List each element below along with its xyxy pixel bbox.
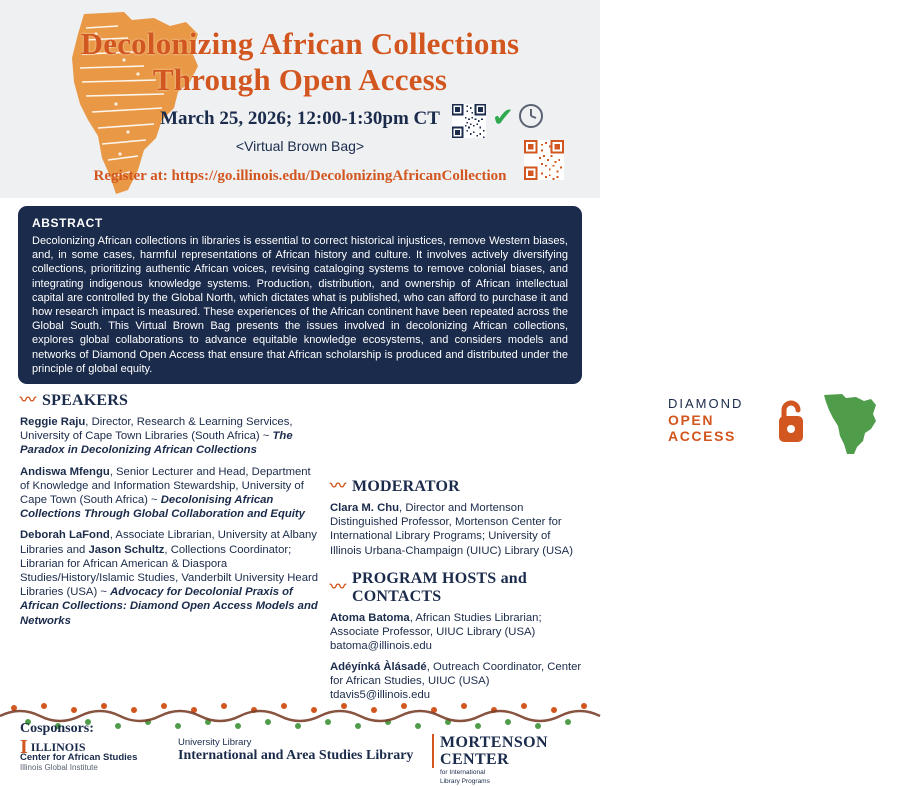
moderator-details: , Director and Mortenson Distinguished Professor, Mortenson Center for International Library Programs; University of Illinois Urbana-Champaign (UIUC) Library (USA) [330,502,573,557]
university-library-label: University Library [178,737,252,748]
contact-details: , African Studies Librarian; Associate Professor, UIUC Library (USA) [330,612,542,639]
contact-name: Adéyínká Àlásadé [330,660,427,673]
qr-code-secondary-icon[interactable] [524,140,564,180]
contact-details: , Outreach Coordinator, Center for African Studies, UIUC (USA) [330,660,582,687]
poster-footer [0,721,600,785]
speaker-role: , Director, Research & Learning Services, University of Cape Town Libraries (South Africa) ~ [20,416,293,443]
registration-link[interactable]: Register at: https://go.illinois.edu/DecolonizingAfricanCollection [93,168,507,184]
moderator-heading-label: MODERATOR [352,478,460,495]
abstract-panel [18,206,582,384]
speaker-item [20,465,320,522]
title-line-1: Decolonizing African Collections [80,26,520,61]
moderator-heading [330,478,582,496]
speaker-role-secondary: , Collections Coordinator; Librarian for African American & Diaspora Studies/History/Islamic Studies, Vanderbilt University Heard Libraries (USA) ~ [20,543,319,599]
squiggle-icon: 〰 [330,579,347,596]
squiggle-icon: 〰 [330,478,347,495]
program-hosts-heading [330,570,586,606]
speaker-talk-title: Decolonising African Collections Through Global Collaboration and Equity [20,494,305,521]
contact-item [330,611,586,654]
international-area-studies-label: International and Area Studies Library [178,748,414,763]
speaker-talk-title: Advocacy for Decolonial Praxis of African Collections: Diamond Open Access Models and Networks [20,586,318,627]
contact-item [330,660,586,703]
event-format: <Virtual Brown Bag> [235,138,365,154]
contact-email[interactable]: tdavis5@illinois.edu [330,689,431,702]
poster-header [0,0,600,198]
event-datetime: March 25, 2026; 12:00-1:30pm CT [160,108,440,129]
speaker-item [20,415,320,458]
doa-line-2: OPEN [668,412,715,428]
squiggle-icon: 〰 [20,392,37,409]
speaker-name: Deborah LaFond [20,529,110,542]
qr-code-icon[interactable] [452,104,486,138]
speaker-talk-title: The Paradox in Decolonizing African Collections [20,430,293,457]
poster-title [0,26,600,98]
cosponsors-label: Cosponsors: [20,721,94,736]
center-african-studies-label: Center for African Studies [20,752,138,763]
moderator-item [330,501,582,558]
speakers-heading-label: SPEAKERS [42,392,129,409]
program-hosts-section [330,570,586,708]
illinois-wordmark: ILLINOIS [30,740,86,754]
speaker-name: Reggie Raju [20,416,86,428]
abstract-heading: ABSTRACT [32,216,103,230]
doa-line-3: ACCESS [668,428,736,444]
doa-line-1: DIAMOND [668,396,744,411]
open-lock-icon [776,398,806,444]
check-mark-icon: ✔ [492,102,514,132]
speaker-role: , Senior Lecturer and Head, Department of Knowledge and Information Stewardship, University of Cape Town (South Africa) ~ [20,465,311,507]
contact-email[interactable]: batoma@illinois.edu [330,640,432,653]
speakers-heading [20,392,320,410]
moderator-name: Clara M. Chu [330,502,400,514]
speaker-name: Andiswa Mfengu [20,465,110,478]
moderator-section [330,478,582,565]
speaker-name-secondary: Jason Schultz [88,543,165,556]
speaker-role: , Associate Librarian, University at Albany Libraries and [20,529,317,556]
africa-outline-icon [812,392,884,456]
mortenson-line-1: MORTENSON [440,734,548,751]
clock-icon [518,103,544,129]
title-line-2: Through Open Access [152,62,448,97]
illinois-global-institute-label: Illinois Global Institute [20,763,98,772]
speakers-column [20,392,320,635]
diamond-open-access-logo [654,392,904,460]
program-hosts-heading-label: PROGRAM HOSTS and CONTACTS [352,570,528,605]
poster-body [0,392,744,704]
abstract-text: Decolonizing African collections in libraries is essential to correct historical injustices, remove Western biases, and, in some cases, harmful representations of African history and culture. It involves actively diversifying collections, prioritizing authentic African voices, revising cataloging systems to remove colonial biases, and integrating indigenous knowledge systems. Production, distribution, and ownership of African intellectual capital are controlled by the Global North, which dictates what is published, who can afford to purchase it and how research impact is measured. These experiences of the African continent have been repeated across the Global South. This Virtual Brown Bag presents the issues involved in decolonizing African collections, explores global collaborations to advance equitable knowledge ecosystems, and considers models and networks of Diamond Open Access that ensure that African scholarship is produced and distributed under the principle of global equity. [32,235,568,375]
mortenson-sub-1: for International [440,769,486,776]
mortenson-center-logo [432,734,548,786]
diamond-open-access-wordmark [668,396,743,444]
mortenson-sub-2: Library Programs [440,778,490,785]
block-i-icon: I [20,736,28,758]
speaker-item [20,528,320,627]
contact-name: Atoma Batoma [330,612,410,624]
mortenson-line-2: CENTER [440,751,510,768]
